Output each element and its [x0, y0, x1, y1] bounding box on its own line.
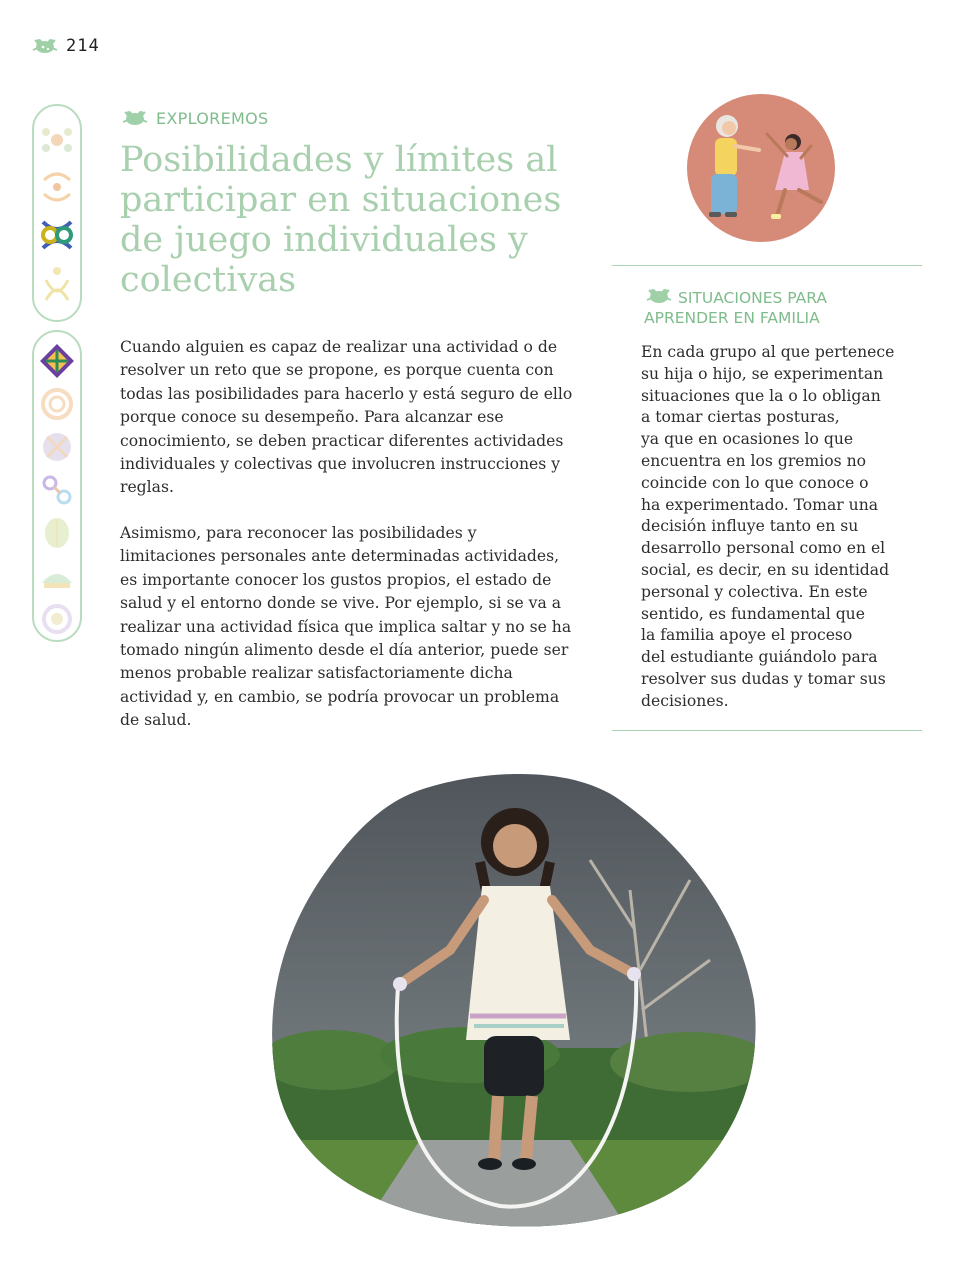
page-number: [30, 36, 100, 56]
family-section-label-text: SITUACIONES PARA APRENDER EN FAMILIA: [644, 289, 828, 327]
frog-icon: [120, 107, 150, 129]
frog-icon: [30, 36, 60, 56]
sidebar-divider: [612, 730, 922, 731]
lenguajes-icon: [38, 120, 76, 160]
saberes-icon: [38, 166, 76, 208]
humano-icon: [38, 262, 76, 304]
page-number-text: 214: [66, 36, 100, 56]
page-title: Posibilidades y límites al participar en situaciones de juego individuales y colectivas: [120, 140, 562, 300]
family-illustration: [687, 94, 835, 242]
section-label: [120, 107, 268, 129]
sidebar-divider: [612, 265, 922, 266]
interculturalidad-icon: [38, 428, 76, 466]
pensamiento-critico-icon: [38, 385, 76, 423]
artes-icon: [38, 600, 76, 638]
vida-saludable-icon: [38, 514, 76, 552]
family-section-text: En cada grupo al que pertenece su hija o hijo, se experimentan situaciones que la o lo obligan a tomar ciertas posturas, ya que en ocasiones lo que encuentra en los gremios no coincide con lo que conoce o ha experimentado. Tomar una decisión influye tanto en su desarrollo personal como en el social, es decir, en su identidad personal y colectiva. En este sentido, es fundamental que la familia apoye el proceso del estudiante guiándolo para resolver sus dudas y tomar sus decisiones.: [641, 343, 895, 710]
body-paragraph: Cuando alguien es capaz de realizar una actividad o de resolver un reto que se propone, es porque cuenta con todas las posibilidades para hacerlo y está seguro de ello porque conoce su desempeño. Para alcanzar ese conocimiento, se deben practicar diferentes actividades individuales y colectivas que involucren instrucciones y reglas.: [120, 338, 573, 497]
inclusion-icon: [38, 342, 76, 380]
lectura-icon: [38, 557, 76, 595]
girl-jumping-rope-photo: [270, 770, 760, 1232]
campo-formativo-rail: [32, 104, 82, 322]
frog-icon: [644, 286, 674, 306]
ejes-articuladores-rail: [32, 330, 82, 642]
family-section-label: [644, 286, 904, 328]
section-label-text: EXPLOREMOS: [156, 108, 269, 128]
igualdad-genero-icon: [38, 471, 76, 509]
etica-icon: [37, 214, 77, 256]
body-paragraph: Asimismo, para reconocer las posibilidades y limitaciones personales ante determinadas actividades, es importante conocer los gustos propios, el estado de salud y el entorno donde se vive. Por ejemplo, si se va a realizar una actividad física que implica saltar y no se ha tomado ningún alimento desde el día anterior, puede ser menos probable realizar satisfactoriamente dicha actividad y, en cambio, se podría provocar un problema de salud.: [120, 524, 572, 730]
